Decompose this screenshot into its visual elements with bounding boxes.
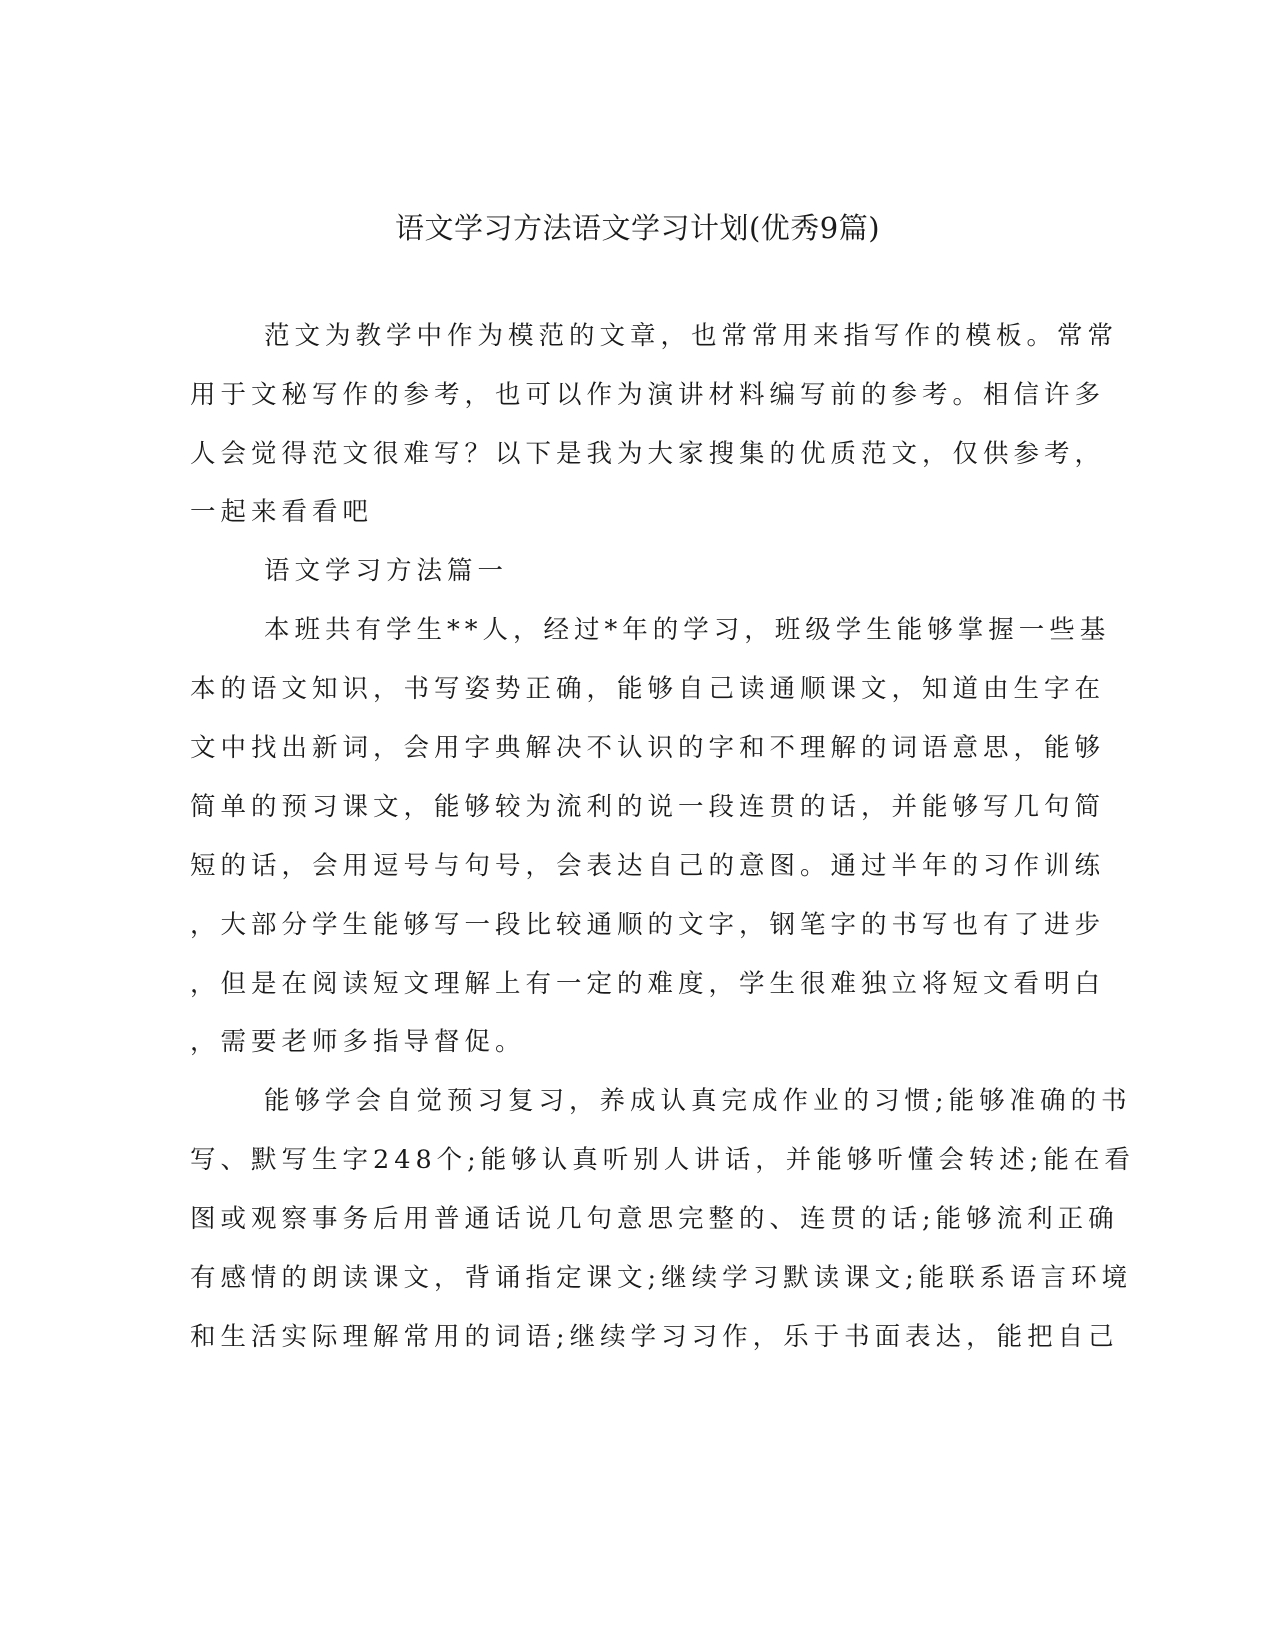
paragraph2-line-3: 图或观察事务后用普通话说几句意思完整的、连贯的话;能够流利正确 <box>190 1204 1119 1234</box>
intro-line-1: 范文为教学中作为模范的文章，也常常用来指写作的模板。常常 <box>264 321 1119 351</box>
paragraph1-line-4: 简单的预习课文，能够较为流利的说一段连贯的话，并能够写几句简 <box>190 792 1106 822</box>
section-heading: 语文学习方法篇一 <box>264 556 509 586</box>
paragraph2-line-4: 有感情的朗读课文，背诵指定课文;继续学习默读课文;能联系语言环境 <box>190 1263 1133 1293</box>
paragraph1-line-3: 文中找出新词，会用字典解决不认识的字和不理解的词语意思，能够 <box>190 733 1106 763</box>
paragraph1-line-5: 短的话，会用逗号与句号，会表达自己的意图。通过半年的习作训练 <box>190 851 1106 881</box>
intro-line-3: 人会觉得范文很难写？以下是我为大家搜集的优质范文，仅供参考， <box>190 439 1106 469</box>
paragraph2-line-1: 能够学会自觉预习复习，养成认真完成作业的习惯;能够准确的书 <box>264 1086 1132 1116</box>
paragraph1-line-2: 本的语文知识，书写姿势正确，能够自己读通顺课文，知道由生字在 <box>190 674 1106 704</box>
intro-line-2: 用于文秘写作的参考，也可以作为演讲材料编写前的参考。相信许多 <box>190 380 1106 410</box>
paragraph1-line-8: ，需要老师多指导督促。 <box>190 1027 526 1057</box>
paragraph1-line-6: ，大部分学生能够写一段比较通顺的文字，钢笔字的书写也有了进步 <box>190 910 1106 940</box>
paragraph2-line-2: 写、默写生字248个;能够认真听别人讲话，并能够听懂会转述;能在看 <box>190 1145 1135 1175</box>
document-title: 语文学习方法语文学习计划(优秀9篇) <box>394 211 881 245</box>
intro-line-4: 一起来看看吧 <box>190 497 374 527</box>
paragraph1-line-1: 本班共有学生**人，经过*年的学习，班级学生能够掌握一些基 <box>264 615 1111 645</box>
paragraph1-line-7: ，但是在阅读短文理解上有一定的难度，学生很难独立将短文看明白 <box>190 969 1106 999</box>
paragraph2-line-5: 和生活实际理解常用的词语;继续学习习作，乐于书面表达，能把自己 <box>190 1322 1119 1352</box>
